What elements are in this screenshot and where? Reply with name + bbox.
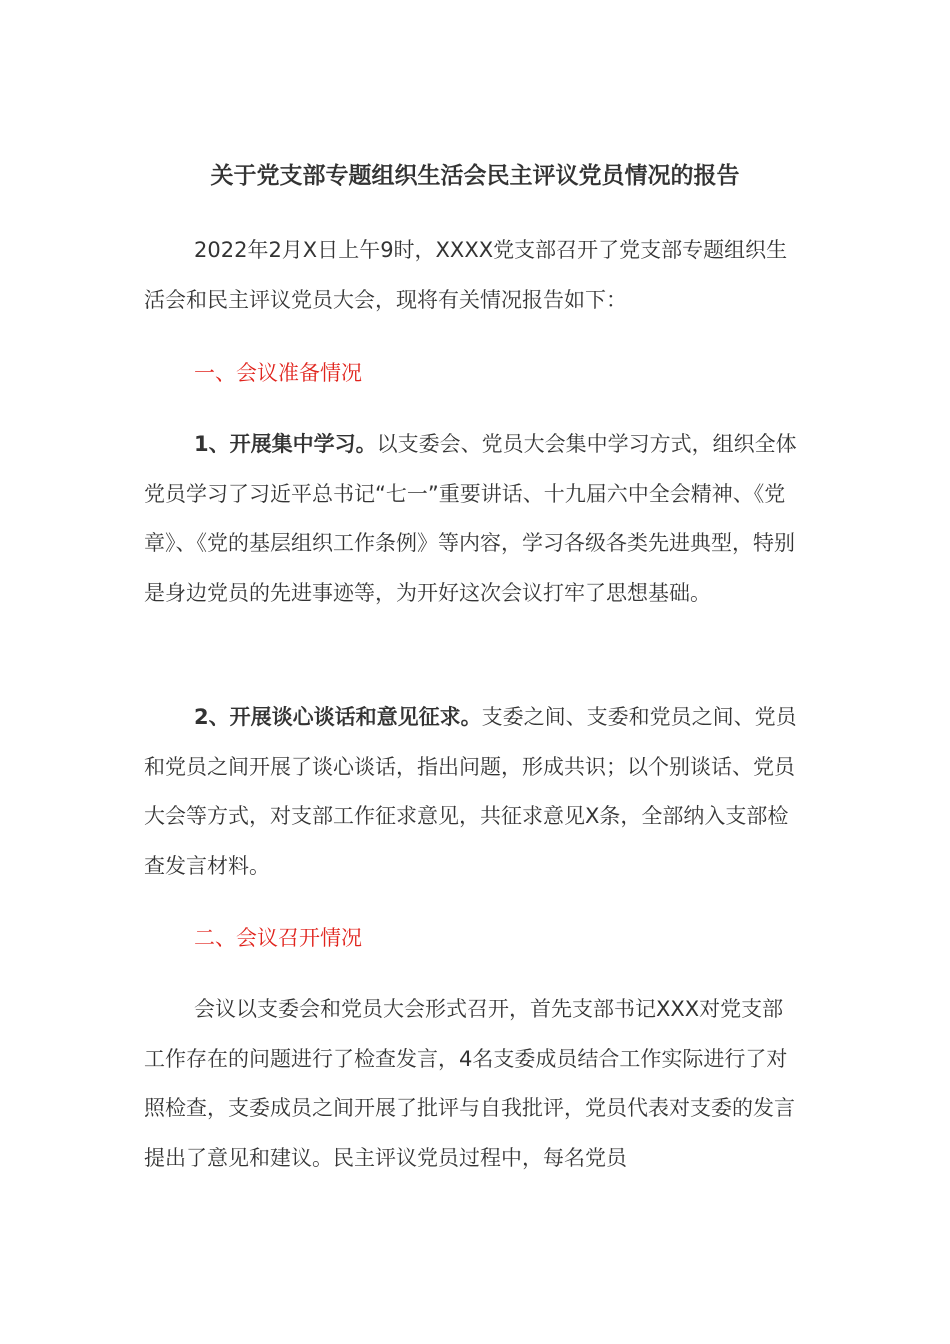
- intro-paragraph: 2022年2月X日上午9时，XXXX党支部召开了党支部专题组织生活会和民主评议党员大会，现将有关情况报告如下：: [144, 238, 788, 312]
- paragraph-talks-body: 支委之间、支委和党员之间、党员和党员之间开展了谈心谈话，指出问题，形成共识；以个别谈话、党员大会等方式，对支部工作征求意见，共征求意见X条，全部纳入支部检查发言材料。: [144, 705, 797, 878]
- paragraph-study-body: 以支委会、党员大会集中学习方式，组织全体党员学习了习近平总书记“七一”重要讲话、十九届六中全会精神、《党章》、《党的基层组织工作条例》等内容，学习各级各类先进典型，特别是身边党员的先进事迹等，为开好这次会议打牢了思想基础。: [144, 432, 797, 605]
- paragraph-talks-lead: 2、开展谈心谈话和意见征求。: [194, 705, 482, 729]
- paragraph-talks: [144, 693, 800, 891]
- document-title: 关于党支部专题组织生活会民主评议党员情况的报告: [210, 163, 740, 189]
- section-heading-preparation: 一、会议准备情况: [194, 361, 362, 385]
- paragraph-meeting: 会议以支委会和党员大会形式召开，首先支部书记XXX对党支部工作存在的问题进行了检查发言，4名支委成员结合工作实际进行了对照检查，支委成员之间开展了批评与自我批评，党员代表对支委的发言提出了意见和建议。民主评议党员过程中，每名党员: [144, 997, 795, 1170]
- paragraph-study-lead: 1、开展集中学习。: [194, 432, 377, 456]
- section-heading-meeting: 二、会议召开情况: [194, 926, 362, 950]
- paragraph-study: [144, 420, 800, 618]
